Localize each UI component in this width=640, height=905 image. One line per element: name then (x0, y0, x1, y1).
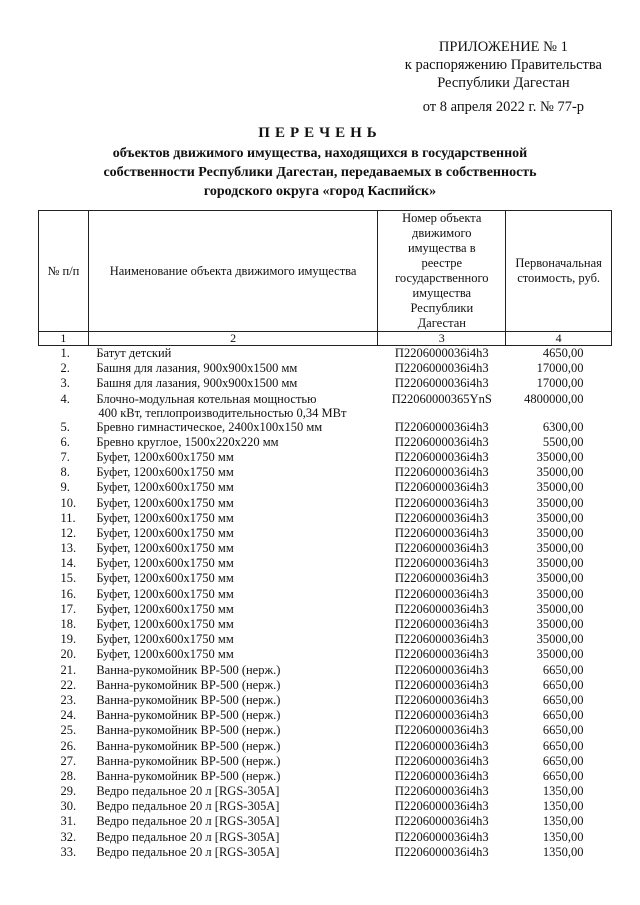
initial-cost: 6300,00 (542, 419, 584, 434)
table-row (39, 723, 612, 738)
item-name: Ведро педальное 20 л [RGS-305A] (96, 784, 280, 799)
initial-cost: 6650,00 (542, 692, 584, 707)
initial-cost: 35000,00 (536, 617, 584, 631)
table-row (39, 450, 612, 465)
initial-cost: 35000,00 (536, 571, 584, 586)
row-number: 22. (60, 677, 77, 692)
row-number: 14. (60, 556, 77, 571)
table-header-row (39, 211, 612, 332)
registry-number: П2206000036i4h3 (394, 617, 489, 631)
item-name: Буфет, 1200х600х1750 мм (96, 632, 234, 647)
table-row (39, 845, 612, 860)
registry-number: П2206000036i4h3 (394, 586, 489, 601)
registry-number: П2206000036i4h3 (394, 434, 489, 449)
registry-number: П2206000036i4h3 (394, 844, 489, 859)
item-name: Буфет, 1200х600х1750 мм (96, 495, 234, 510)
item-name: Буфет, 1200х600х1750 мм (96, 571, 234, 586)
item-name-line: 400 кВт, теплопроизводительностью 0,34 МВт (98, 405, 347, 420)
registry-number: П22060000365YnS (391, 391, 492, 406)
table-row (39, 526, 612, 541)
item-name: Ванна-рукомойник ВР-500 (нерж.) (96, 662, 281, 677)
column-number-row (39, 332, 612, 346)
item-name: Ванна-рукомойник ВР-500 (нерж.) (96, 768, 281, 783)
registry-number: П2206000036i4h3 (394, 419, 489, 434)
item-name: Ведро педальное 20 л [RGS-305A] (96, 814, 280, 829)
initial-cost: 6650,00 (542, 708, 584, 723)
document-title (0, 124, 640, 201)
item-name: Ванна-рукомойник ВР-500 (нерж.) (96, 692, 281, 707)
table-row (39, 587, 612, 602)
initial-cost: 17000,00 (536, 376, 584, 391)
row-number: 9. (60, 480, 70, 495)
item-name: Буфет, 1200х600х1750 мм (96, 449, 234, 464)
registry-number: П2206000036i4h3 (394, 829, 489, 844)
item-name: Буфет, 1200х600х1750 мм (96, 601, 234, 616)
appendix-date: от 8 апреля 2022 г. № 77-р (422, 99, 585, 115)
item-name: Буфет, 1200х600х1750 мм (96, 525, 234, 540)
initial-cost: 35000,00 (536, 510, 584, 525)
registry-number: П2206000036i4h3 (394, 677, 489, 692)
row-number: 21. (60, 662, 77, 677)
row-number: 25. (60, 723, 77, 738)
column-header-registry: Номер объекта движимого имущества в реестре государственного имущества Республики Дагестан (378, 211, 506, 332)
title-line-3: городского округа «город Каспийск» (203, 184, 437, 199)
registry-number: П2206000036i4h3 (394, 495, 489, 510)
table-row (39, 799, 612, 814)
registry-number: П2206000036i4h3 (394, 632, 489, 647)
appendix-order-line2: Республики Дагестан (437, 75, 570, 91)
initial-cost: 6650,00 (542, 677, 584, 692)
registry-number: П2206000036i4h3 (394, 768, 489, 783)
row-number: 12. (60, 525, 77, 540)
table-row (39, 346, 612, 362)
appendix-number: ПРИЛОЖЕНИЕ № 1 (438, 39, 568, 55)
table-row (39, 420, 612, 435)
row-number: 10. (60, 495, 77, 510)
item-name: Буфет, 1200х600х1750 мм (96, 556, 234, 571)
initial-cost: 6650,00 (542, 662, 584, 677)
column-number: 3 (378, 332, 506, 346)
row-number: 31. (60, 814, 77, 829)
row-number: 11. (60, 510, 76, 525)
initial-cost: 35000,00 (536, 647, 584, 662)
initial-cost: 1350,00 (542, 829, 584, 844)
table-row (39, 769, 612, 784)
initial-cost: 4650,00 (542, 346, 584, 360)
table-row (39, 435, 612, 450)
table-row (39, 693, 612, 708)
registry-number: П2206000036i4h3 (394, 814, 489, 829)
initial-cost: 35000,00 (536, 586, 584, 601)
item-name: Бревно гимнастическое, 2400х100х150 мм (96, 419, 323, 434)
initial-cost: 17000,00 (536, 361, 584, 376)
table-row (39, 465, 612, 480)
title-line-1: объектов движимого имущества, находящихся в государственной (112, 146, 528, 161)
appendix-header (405, 38, 602, 116)
row-number: 20. (60, 647, 77, 662)
registry-number: П2206000036i4h3 (394, 738, 489, 753)
registry-number: П2206000036i4h3 (394, 346, 489, 360)
row-number: 7. (60, 449, 70, 464)
row-number: 16. (60, 586, 77, 601)
row-number: 32. (60, 829, 77, 844)
registry-number: П2206000036i4h3 (394, 662, 489, 677)
table-row (39, 617, 612, 632)
registry-number: П2206000036i4h3 (394, 361, 489, 376)
initial-cost: 1350,00 (542, 784, 584, 799)
registry-number: П2206000036i4h3 (394, 449, 489, 464)
row-number: 3. (60, 376, 70, 391)
registry-number: П2206000036i4h3 (394, 465, 489, 480)
item-name: Ванна-рукомойник ВР-500 (нерж.) (96, 708, 281, 723)
item-name: Буфет, 1200х600х1750 мм (96, 617, 234, 631)
row-number: 15. (60, 571, 77, 586)
column-header-cost: Первоначальная стоимость, руб. (506, 211, 612, 332)
registry-number: П2206000036i4h3 (394, 784, 489, 799)
initial-cost: 6650,00 (542, 753, 584, 768)
item-name: Башня для лазания, 900х900х1500 мм (96, 361, 298, 376)
table-row (39, 784, 612, 799)
table-row (39, 392, 612, 420)
table-row (39, 602, 612, 617)
row-number: 18. (60, 617, 77, 631)
column-number: 2 (88, 332, 378, 346)
table-row (39, 647, 612, 662)
table-row (39, 814, 612, 829)
table-row (39, 511, 612, 526)
row-number: 1. (60, 346, 70, 360)
registry-number: П2206000036i4h3 (394, 799, 489, 814)
initial-cost: 35000,00 (536, 601, 584, 616)
registry-number: П2206000036i4h3 (394, 376, 489, 391)
initial-cost: 1350,00 (542, 814, 584, 829)
row-number: 23. (60, 692, 77, 707)
item-name: Ванна-рукомойник ВР-500 (нерж.) (96, 753, 281, 768)
item-name: Батут детский (96, 346, 172, 360)
table-row (39, 739, 612, 754)
registry-number: П2206000036i4h3 (394, 708, 489, 723)
row-number: 24. (60, 708, 77, 723)
initial-cost: 5500,00 (542, 434, 584, 449)
table-row (39, 632, 612, 647)
table-row (39, 480, 612, 495)
item-name: Бревно круглое, 1500х220х220 мм (96, 434, 279, 449)
item-name: Буфет, 1200х600х1750 мм (96, 541, 234, 556)
row-number: 26. (60, 738, 77, 753)
registry-number: П2206000036i4h3 (394, 541, 489, 556)
initial-cost: 35000,00 (536, 495, 584, 510)
item-name: Ведро педальное 20 л [RGS-305A] (96, 829, 280, 844)
row-number: 17. (60, 601, 77, 616)
initial-cost: 35000,00 (536, 541, 584, 556)
initial-cost: 4800000,00 (524, 391, 584, 406)
initial-cost: 35000,00 (536, 449, 584, 464)
registry-number: П2206000036i4h3 (394, 647, 489, 662)
appendix-order-line1: к распоряжению Правительства (404, 57, 602, 73)
column-number: 1 (39, 332, 89, 346)
row-number: 28. (60, 768, 77, 783)
column-number: 4 (506, 332, 612, 346)
initial-cost: 35000,00 (536, 480, 584, 495)
row-number: 27. (60, 753, 77, 768)
item-name: Ванна-рукомойник ВР-500 (нерж.) (96, 677, 281, 692)
row-number: 33. (60, 844, 77, 859)
initial-cost: 6650,00 (542, 768, 584, 783)
registry-number: П2206000036i4h3 (394, 571, 489, 586)
row-number: 19. (60, 632, 77, 647)
item-name (88, 392, 378, 420)
item-name: Башня для лазания, 900х900х1500 мм (96, 376, 298, 391)
row-number: 29. (60, 784, 77, 799)
registry-number: П2206000036i4h3 (394, 692, 489, 707)
table-row (39, 541, 612, 556)
table-row (39, 830, 612, 845)
title-main: ПЕРЕЧЕНЬ (258, 125, 382, 141)
initial-cost: 1350,00 (542, 799, 584, 814)
item-name: Ванна-рукомойник ВР-500 (нерж.) (96, 723, 281, 738)
initial-cost: 6650,00 (542, 738, 584, 753)
registry-number: П2206000036i4h3 (394, 753, 489, 768)
item-name-line: Блочно-модульная котельная мощностью (96, 391, 317, 406)
table-row (39, 678, 612, 693)
registry-number: П2206000036i4h3 (394, 601, 489, 616)
row-number: 5. (60, 419, 70, 434)
registry-number: П2206000036i4h3 (394, 723, 489, 738)
table-row (39, 496, 612, 511)
row-number: 2. (60, 361, 70, 376)
initial-cost: 1350,00 (542, 844, 584, 859)
item-name: Ванна-рукомойник ВР-500 (нерж.) (96, 738, 281, 753)
initial-cost: 35000,00 (536, 632, 584, 647)
table-row (39, 361, 612, 376)
table-row (39, 708, 612, 723)
column-header-number: № п/п (39, 211, 89, 332)
table-row (39, 754, 612, 769)
row-number: 13. (60, 541, 77, 556)
table-row (39, 376, 612, 391)
table-row (39, 571, 612, 586)
row-number: 8. (60, 465, 70, 480)
initial-cost: 35000,00 (536, 556, 584, 571)
item-name: Ведро педальное 20 л [RGS-305A] (96, 844, 280, 859)
property-table (38, 210, 612, 860)
item-name: Буфет, 1200х600х1750 мм (96, 647, 234, 662)
initial-cost: 35000,00 (536, 525, 584, 540)
initial-cost: 6650,00 (542, 723, 584, 738)
row-number: 4. (60, 391, 70, 406)
item-name: Буфет, 1200х600х1750 мм (96, 586, 234, 601)
item-name: Буфет, 1200х600х1750 мм (96, 480, 234, 495)
table-row (39, 556, 612, 571)
item-name: Буфет, 1200х600х1750 мм (96, 465, 234, 480)
title-line-2: собственности Республики Дагестан, передаваемых в собственность (103, 165, 537, 180)
initial-cost: 35000,00 (536, 465, 584, 480)
item-name: Буфет, 1200х600х1750 мм (96, 510, 234, 525)
row-number: 30. (60, 799, 77, 814)
table-row (39, 663, 612, 678)
registry-number: П2206000036i4h3 (394, 556, 489, 571)
row-number: 6. (60, 434, 70, 449)
registry-number: П2206000036i4h3 (394, 510, 489, 525)
registry-number: П2206000036i4h3 (394, 480, 489, 495)
item-name: Ведро педальное 20 л [RGS-305A] (96, 799, 280, 814)
registry-number: П2206000036i4h3 (394, 525, 489, 540)
column-header-name: Наименование объекта движимого имущества (88, 211, 378, 332)
